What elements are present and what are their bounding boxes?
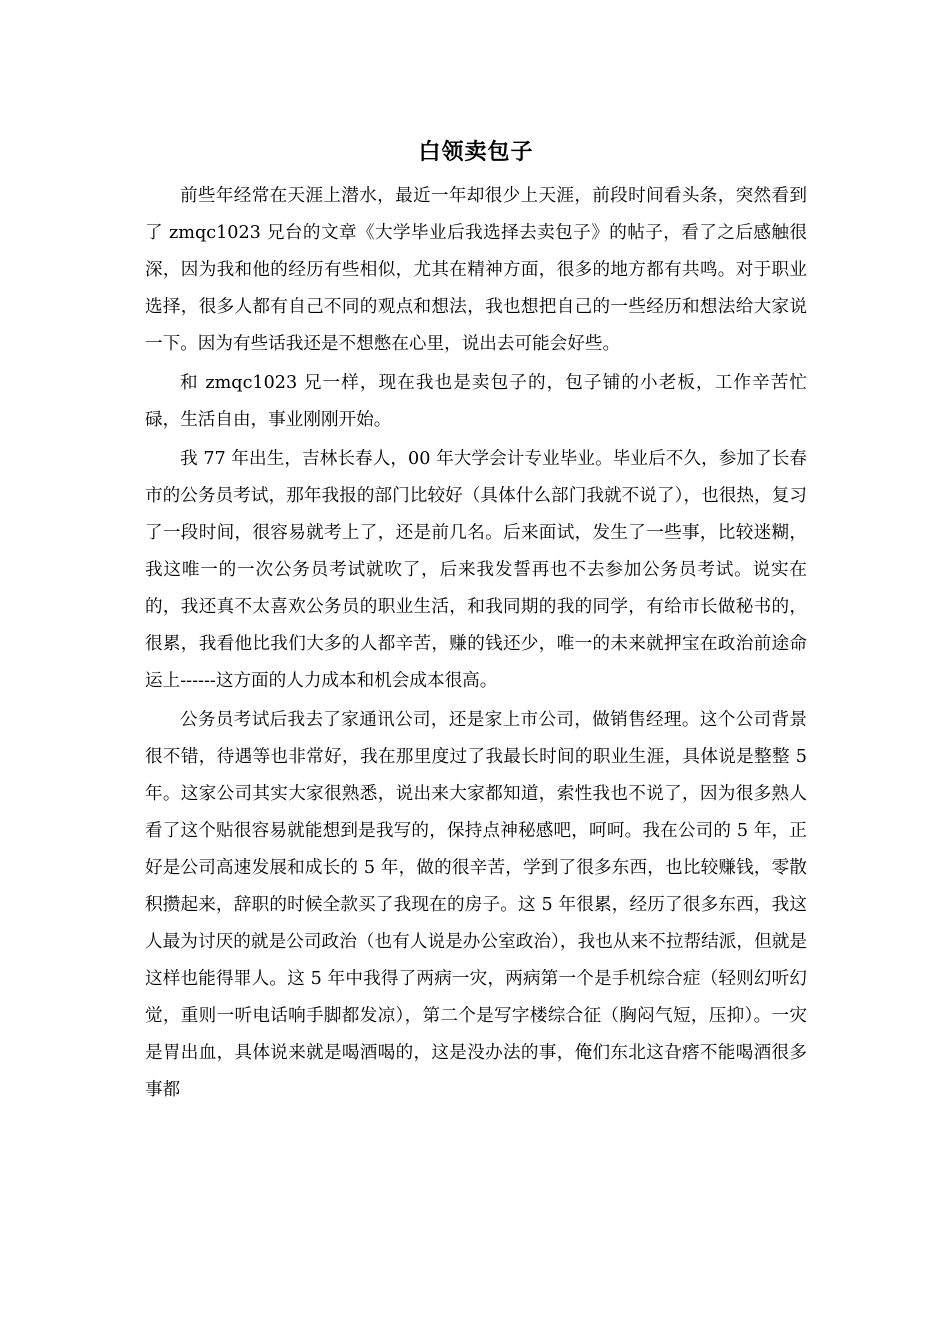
document-title: 白领卖包子 <box>418 140 534 165</box>
paragraph-4: 公务员考试后我去了家通讯公司，还是家上市公司，做销售经理。这个公司背景很不错，待遇等也非常好，我在那里度过了我最长时间的职业生涯，具体说是整整 5 年。这家公司其实大家很熟悉，说出来大家都知道，索性我也不说了，因为很多熟人看了这个贴很容易就能想到是我写的，保持点神秘感吧，呵呵。我在公司的 5 年，正好是公司高速发展和成长的 5 年，做的很辛苦，学到了很多东西，也比较赚钱，零散积攒起来，辞职的时候全款买了我现在的房子。这 5 年很累，经历了很多东西，我这人最为讨厌的就是公司政治（也有人说是办公室政治），我也从来不拉帮结派，但就是这样也能得罪人。这 5 年中我得了两病一灾，两病第一个是手机综合症（轻则幻听幻觉，重则一听电话响手脚都发凉），第二个是写字楼综合征（胸闷气短，压抑）。一灾是胃出血，具体说来就是喝酒喝的，这是没办法的事，俺们东北这旮瘩不能喝酒很多事都 <box>145 710 807 1100</box>
document-page <box>145 133 807 1111</box>
paragraph-2: 和 zmqc1023 兄一样，现在我也是卖包子的，包子铺的小老板，工作辛苦忙碌，生活自由，事业刚刚开始。 <box>145 373 807 430</box>
paragraph-3: 我 77 年出生，吉林长春人，00 年大学会计专业毕业。毕业后不久，参加了长春市的公务员考试，那年我报的部门比较好（具体什么部门我就不说了），也很热，复习了一段时间，很容易就考上了，还是前几名。后来面试，发生了一些事，比较迷糊，我这唯一的一次公务员考试就吹了，后来我发誓再也不去参加公务员考试。说实在的，我还真不太喜欢公务员的职业生活，和我同期的我的同学，有给市长做秘书的，很累，我看他比我们大多的人都辛苦，赚的钱还少，唯一的未来就押宝在政治前途命运上------这方面的人力成本和机会成本很高。 <box>145 449 807 691</box>
paragraph-1: 前些年经常在天涯上潜水，最近一年却很少上天涯，前段时间看头条，突然看到了 zmqc1023 兄台的文章《大学毕业后我选择去卖包子》的帖子，看了之后感触很深，因为我和他的经历有些相似，尤其在精神方面，很多的地方都有共鸣。对于职业选择，很多人都有自己不同的观点和想法，我也想把自己的一些经历和想法给大家说一下。因为有些话我还是不想憋在心里，说出去可能会好些。 <box>145 186 807 354</box>
